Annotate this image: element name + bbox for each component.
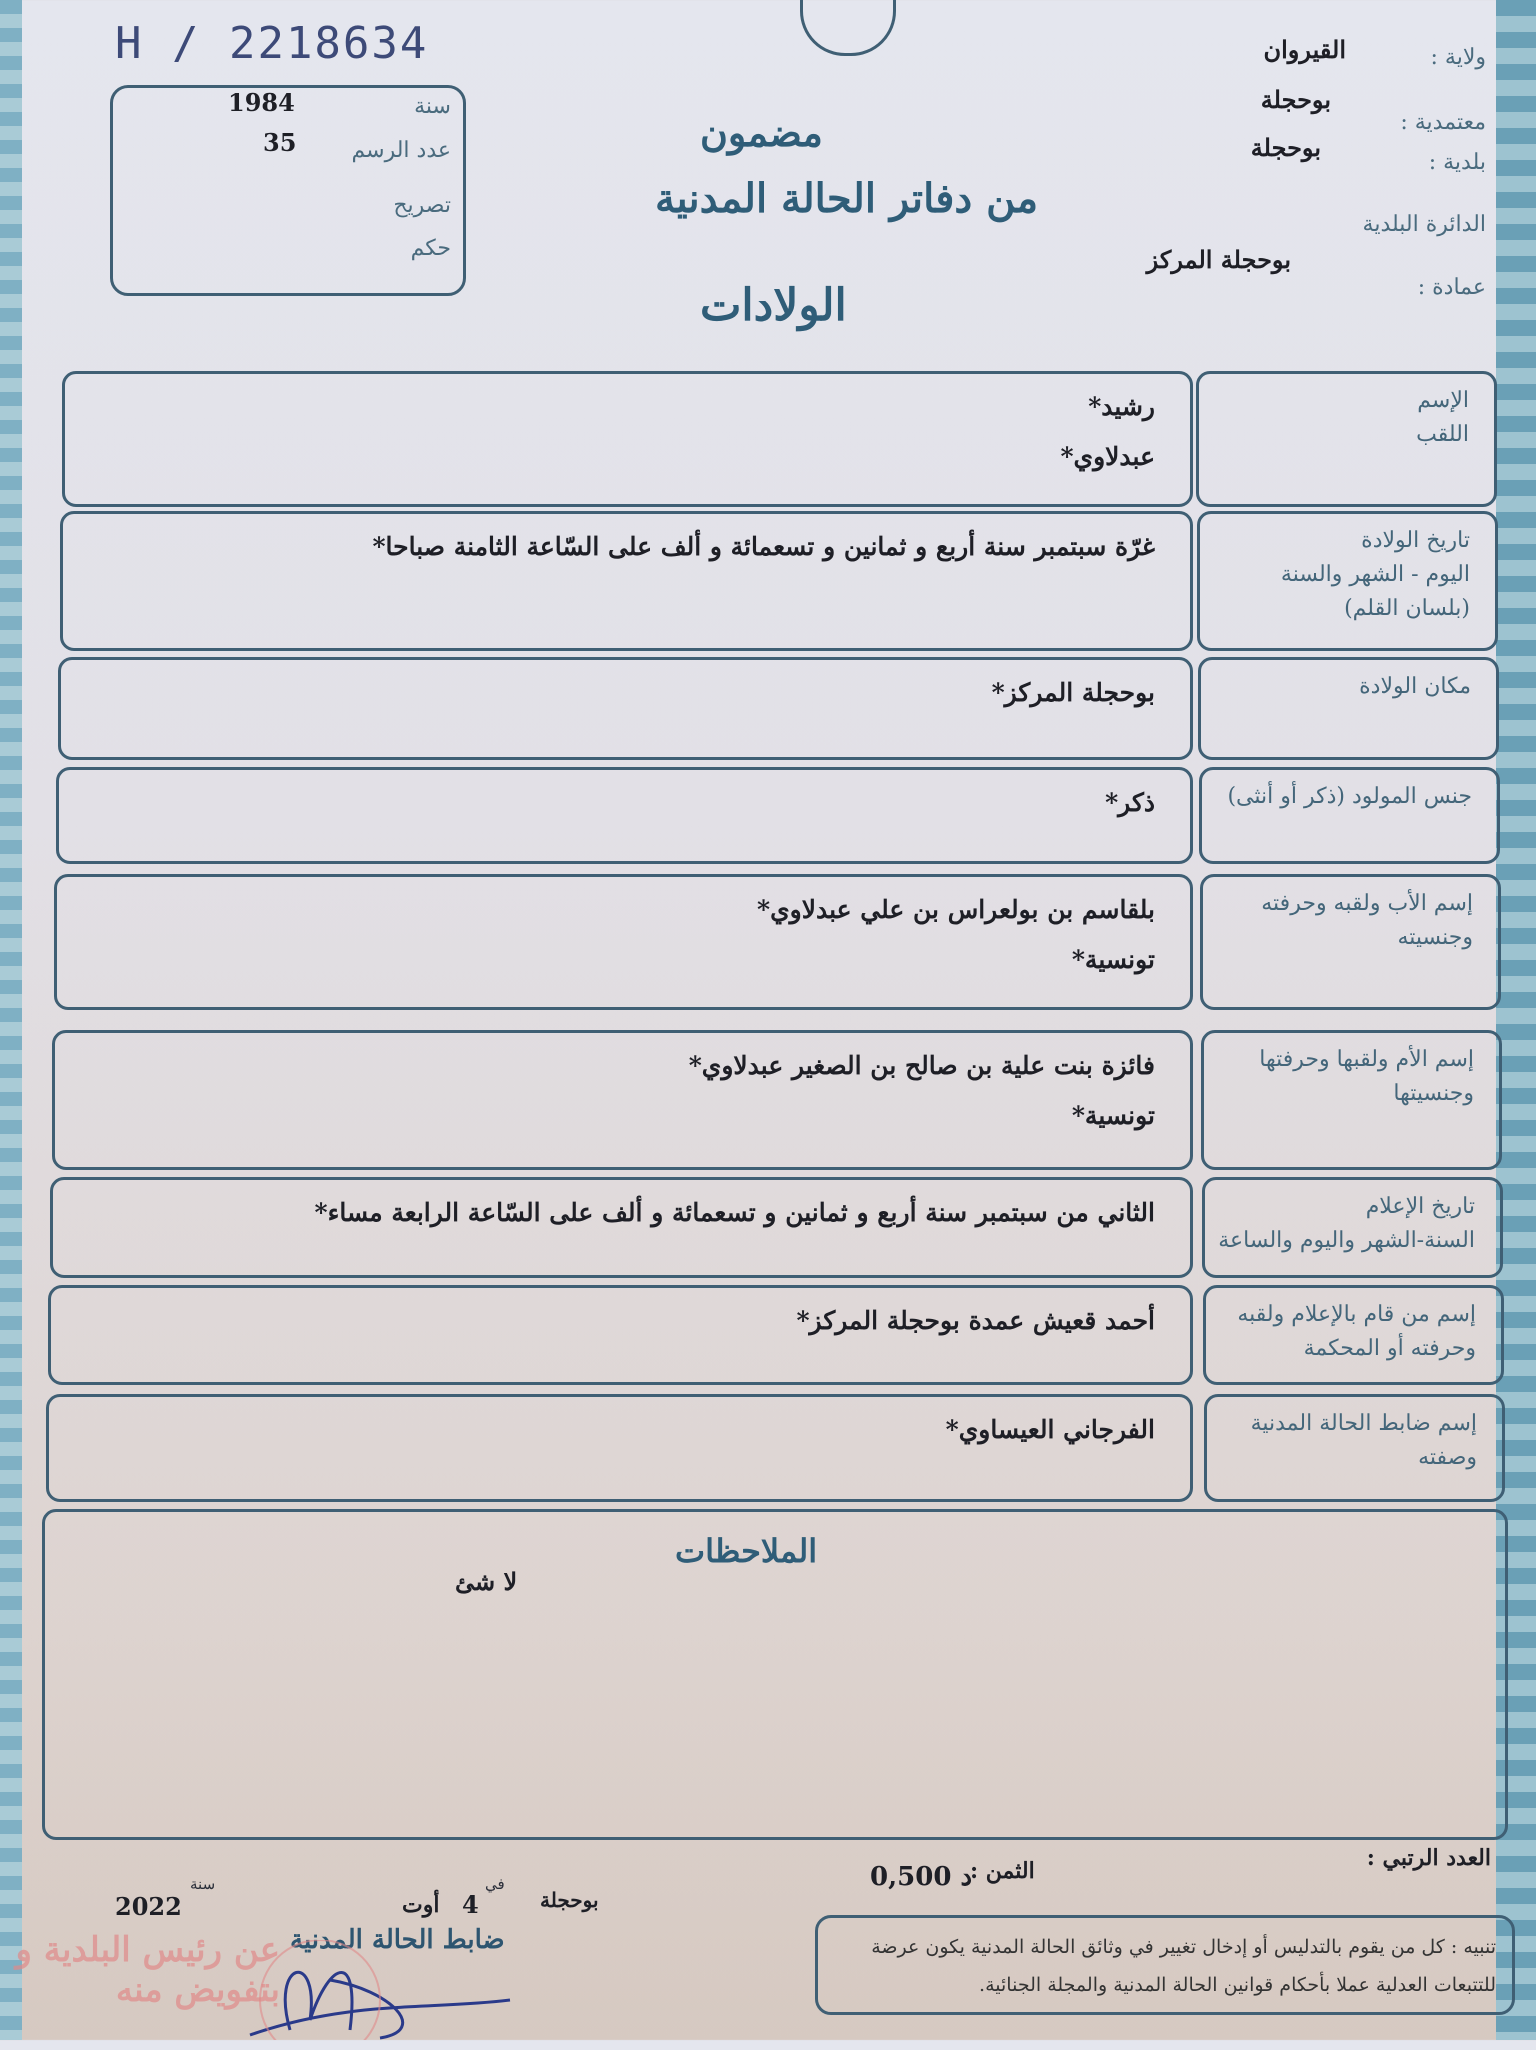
delegation-label: معتمدية :	[1400, 110, 1486, 135]
stamp-text: عن رئيس البلدية و بتفويض منه	[15, 1930, 280, 2010]
field-label: الإسم اللقب	[1416, 388, 1469, 447]
title-registers: من دفاتر الحالة المدنية	[655, 175, 1038, 222]
field-label-box	[1200, 874, 1501, 1010]
field-value-box	[50, 1177, 1193, 1278]
year-label-footer: سنة	[190, 1875, 216, 1893]
registration-box	[110, 85, 466, 296]
declaration-label: تصريح	[393, 193, 451, 218]
field-label-box	[1197, 511, 1498, 651]
number-value: 35	[263, 128, 297, 157]
delegation-value: بوحجلة	[1260, 85, 1331, 114]
field-value-box	[52, 1030, 1193, 1170]
security-border-left	[0, 0, 22, 2040]
field-label: إسم الأب ولقبه وحرفته وجنسيته	[1261, 891, 1473, 950]
municipality-label: بلدية :	[1428, 150, 1486, 175]
field-label-box	[1204, 1394, 1505, 1502]
field-value: ذكر*	[1105, 788, 1155, 817]
field-label-box	[1198, 657, 1499, 760]
field-label: إسم ضابط الحالة المدنية وصفته	[1250, 1411, 1477, 1470]
field-label-box	[1196, 371, 1497, 507]
field-value-box	[60, 511, 1193, 651]
field-label-box	[1202, 1177, 1503, 1278]
field-value-box	[46, 1394, 1193, 1502]
field-label: تاريخ الولادة اليوم - الشهر والسنة (بلسان القلم)	[1280, 528, 1470, 621]
number-label: عدد الرسم	[351, 138, 451, 163]
issue-place: بوحجلة	[540, 1888, 599, 1912]
field-value: رشيد* عبدلاوي*	[1060, 392, 1155, 471]
issue-year: 2022	[115, 1892, 182, 1921]
remarks-box	[42, 1509, 1508, 1840]
field-value-box	[58, 657, 1193, 760]
field-value: غرّة سبتمبر سنة أربع و ثمانين و تسعمائة و ألف على السّاعة الثامنة صباحا*	[372, 532, 1155, 561]
price-value: 0,500 د	[870, 1862, 973, 1892]
field-label: إسم الأم ولقبها وحرفتها وجنسيتها	[1259, 1047, 1474, 1106]
field-label: جنس المولود (ذكر أو أنثى)	[1227, 784, 1472, 809]
field-value-box	[54, 874, 1193, 1010]
emblem-icon	[800, 0, 896, 56]
field-label: تاريخ الإعلام السنة-الشهر واليوم والساعة	[1218, 1194, 1475, 1253]
field-value-box	[62, 371, 1193, 507]
year-value: 1984	[228, 88, 295, 117]
year-label: سنة	[414, 94, 451, 119]
field-label: إسم من قام بالإعلام ولقبه وحرفته أو المحكمة	[1237, 1302, 1476, 1361]
judgment-label: حكم	[410, 236, 451, 261]
remarks-title: الملاحظات	[675, 1532, 818, 1570]
wilaya-value: القيروان	[1263, 35, 1346, 64]
field-value: بلقاسم بن بولعراس بن علي عبدلاوي* تونسية*	[757, 895, 1155, 974]
issue-day: 4	[462, 1890, 479, 1919]
field-value: الفرجاني العيساوي*	[945, 1415, 1155, 1444]
signature-image	[230, 1940, 530, 2040]
document-serial: H / 2218634	[115, 18, 429, 69]
field-label-box	[1199, 767, 1500, 864]
district-label: الدائرة البلدية	[1362, 212, 1486, 237]
field-value: الثاني من سبتمبر سنة أربع و ثمانين و تسعمائة و ألف على السّاعة الرابعة مساء*	[314, 1198, 1155, 1227]
title-births: الولادات	[700, 280, 847, 331]
price-label: الثمن :	[970, 1858, 1035, 1884]
omda-label: عمادة :	[1417, 275, 1486, 300]
omda-value: بوحجلة المركز	[1146, 245, 1291, 274]
municipality-value: بوحجلة	[1250, 133, 1321, 162]
serial-number-label: العدد الرتبي :	[1366, 1845, 1491, 1871]
field-value-box	[48, 1285, 1193, 1385]
field-value-box	[56, 767, 1193, 864]
officer-title: ضابط الحالة المدنية	[290, 1925, 505, 1955]
field-value: فائزة بنت علية بن صالح بن الصغير عبدلاوي* تونسية*	[688, 1051, 1155, 1130]
field-label: مكان الولادة	[1359, 674, 1471, 699]
wilaya-label: ولاية :	[1430, 45, 1486, 70]
field-label-box	[1201, 1030, 1502, 1170]
field-value: أحمد قعيش عمدة بوحجلة المركز*	[796, 1306, 1155, 1335]
issue-month: أوت	[402, 1892, 440, 1918]
field-label-box	[1203, 1285, 1504, 1385]
remarks-value: لا شئ	[455, 1567, 518, 1596]
in-label: في	[485, 1875, 505, 1893]
field-value: بوحجلة المركز*	[991, 678, 1155, 707]
legal-notice: تنبيه : كل من يقوم بالتدليس أو إدخال تغيير في وثائق الحالة المدنية يكون عرضة للتتبعات العدلية عملا بأحكام قوانين الحالة المدنية والمجلة الجنائية.	[815, 1915, 1515, 2015]
title-extract: مضمون	[700, 110, 823, 155]
